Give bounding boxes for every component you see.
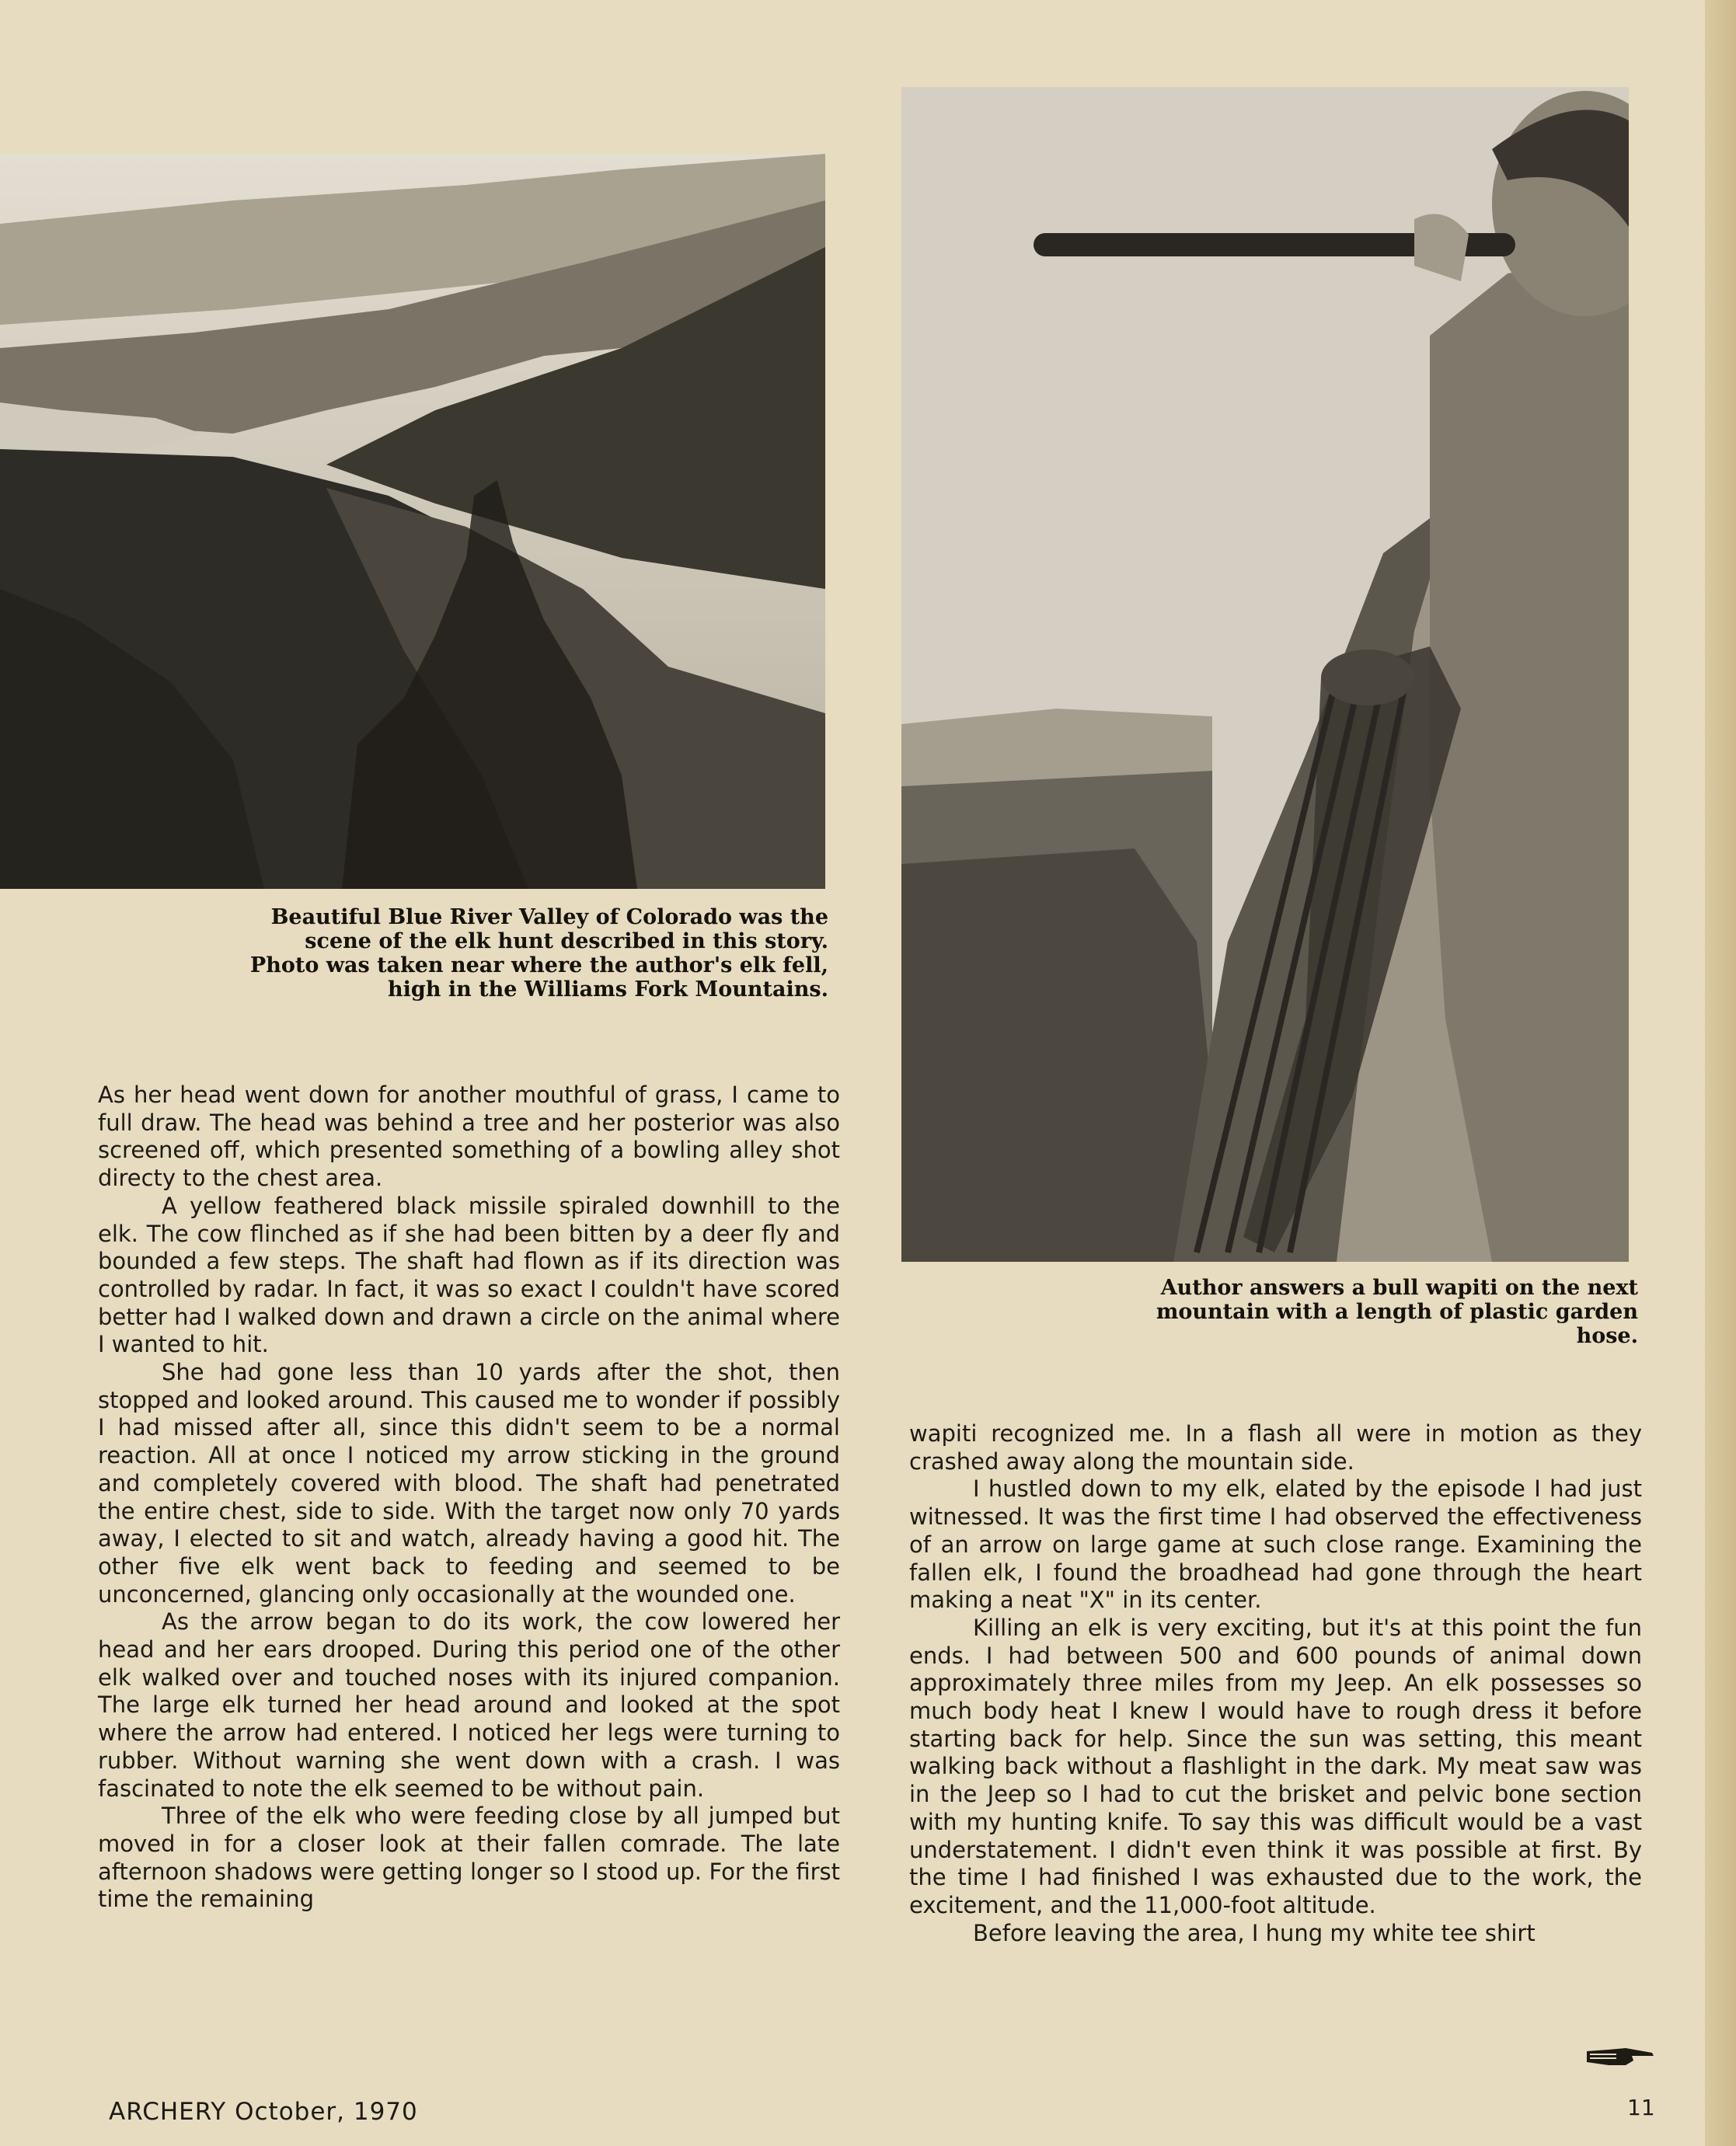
paragraph: Three of the elk who were feeding close by all jumped but moved in for a closer look at their fallen comrade. The late afternoon shadows were getting longer so I stood up. For the first time the remaining bbox=[98, 1803, 840, 1913]
paragraph: I hustled down to my elk, elated by the episode I had just witnessed. It was the first time I had observed the effectiveness of an arrow on large game at such close range. Examining the fallen elk, I found the broadhead had gone through the heart making a neat "X" in its center. bbox=[909, 1475, 1642, 1614]
paragraph: She had gone less than 10 yards after the shot, then stopped and looked around. This caused me to wonder if possibly I had missed after all, since this didn't seem to be a normal reaction. All at once I noticed my arrow sticking in the ground and completely covered with blood. The shaft had penetrated the entire chest, side to side. With the target now only 70 yards away, I elected to sit and watch, already having a good hit. The other five elk went back to feeding and seemed to be unconcerned, glancing only occasionally at the wounded one. bbox=[98, 1359, 840, 1608]
paragraph: Killing an elk is very exciting, but it's at this point the fun ends. I had between 500 and 600 pounds of animal down approximately three miles from my Jeep. An elk possesses so much body heat I knew I would have to rough dress it before starting back for help. Since the sun was setting, this meant walking back without a flashlight in the dark. My meat saw was in the Jeep so I had to cut the brisket and pelvic bone section with my hunting knife. To say this was difficult would be a vast understatement. I didn't even think it was possible at first. By the time I had finished I was exhausted due to the work, the excitement, and the 11,000-foot altitude. bbox=[909, 1614, 1642, 1918]
paragraph: A yellow feathered black missile spiraled downhill to the elk. The cow flinched as if she had been bitten by a deer fly and bounded a few steps. The shaft had flown as if its direction was controlled by radar. In fact, it was so exact I couldn't have scored better had I walked down and drawn a circle on the animal where I wanted to hit. bbox=[98, 1192, 840, 1358]
author-photo bbox=[901, 87, 1629, 1262]
valley-photo-caption: Beautiful Blue River Valley of Colorado was the scene of the elk hunt described in this story. Photo was taken near where the author's elk fell, high in the Williams Fork Mountains. bbox=[249, 905, 828, 1002]
page-number: 11 bbox=[1627, 2095, 1655, 2120]
paragraph: Before leaving the area, I hung my white tee shirt bbox=[973, 1919, 1536, 1946]
paragraph: wapiti recognized me. In a flash all were in motion as they crashed away along the mountain side. bbox=[909, 1420, 1642, 1475]
valley-landscape-illustration bbox=[0, 154, 825, 889]
valley-photo bbox=[0, 154, 825, 889]
paragraph: As her head went down for another mouthful of grass, I came to full draw. The head was behind a tree and her posterior was also screened off, which presented something of a bowling alley shot directy to the chest area. bbox=[98, 1082, 840, 1192]
page-edge bbox=[1705, 0, 1736, 2146]
pointing-hand-icon bbox=[1585, 2045, 1655, 2068]
author-portrait-illustration bbox=[901, 87, 1629, 1262]
author-photo-caption: Author answers a bull wapiti on the next mountain with a length of plastic garden hose. bbox=[1156, 1276, 1638, 1348]
right-text-column bbox=[909, 1420, 1642, 1947]
paragraph: As the arrow began to do its work, the cow lowered her head and her ears drooped. During this period one of the other elk walked over and touched noses with its injured companion. The large elk turned her head around and looked at the spot where the arrow had entered. I noticed her legs were turning to rubber. Without warning she went down with a crash. I was fascinated to note the elk seemed to be without pain. bbox=[98, 1608, 840, 1802]
publication-footer: ARCHERY October, 1970 bbox=[109, 2098, 418, 2126]
left-text-column bbox=[98, 1082, 840, 1914]
